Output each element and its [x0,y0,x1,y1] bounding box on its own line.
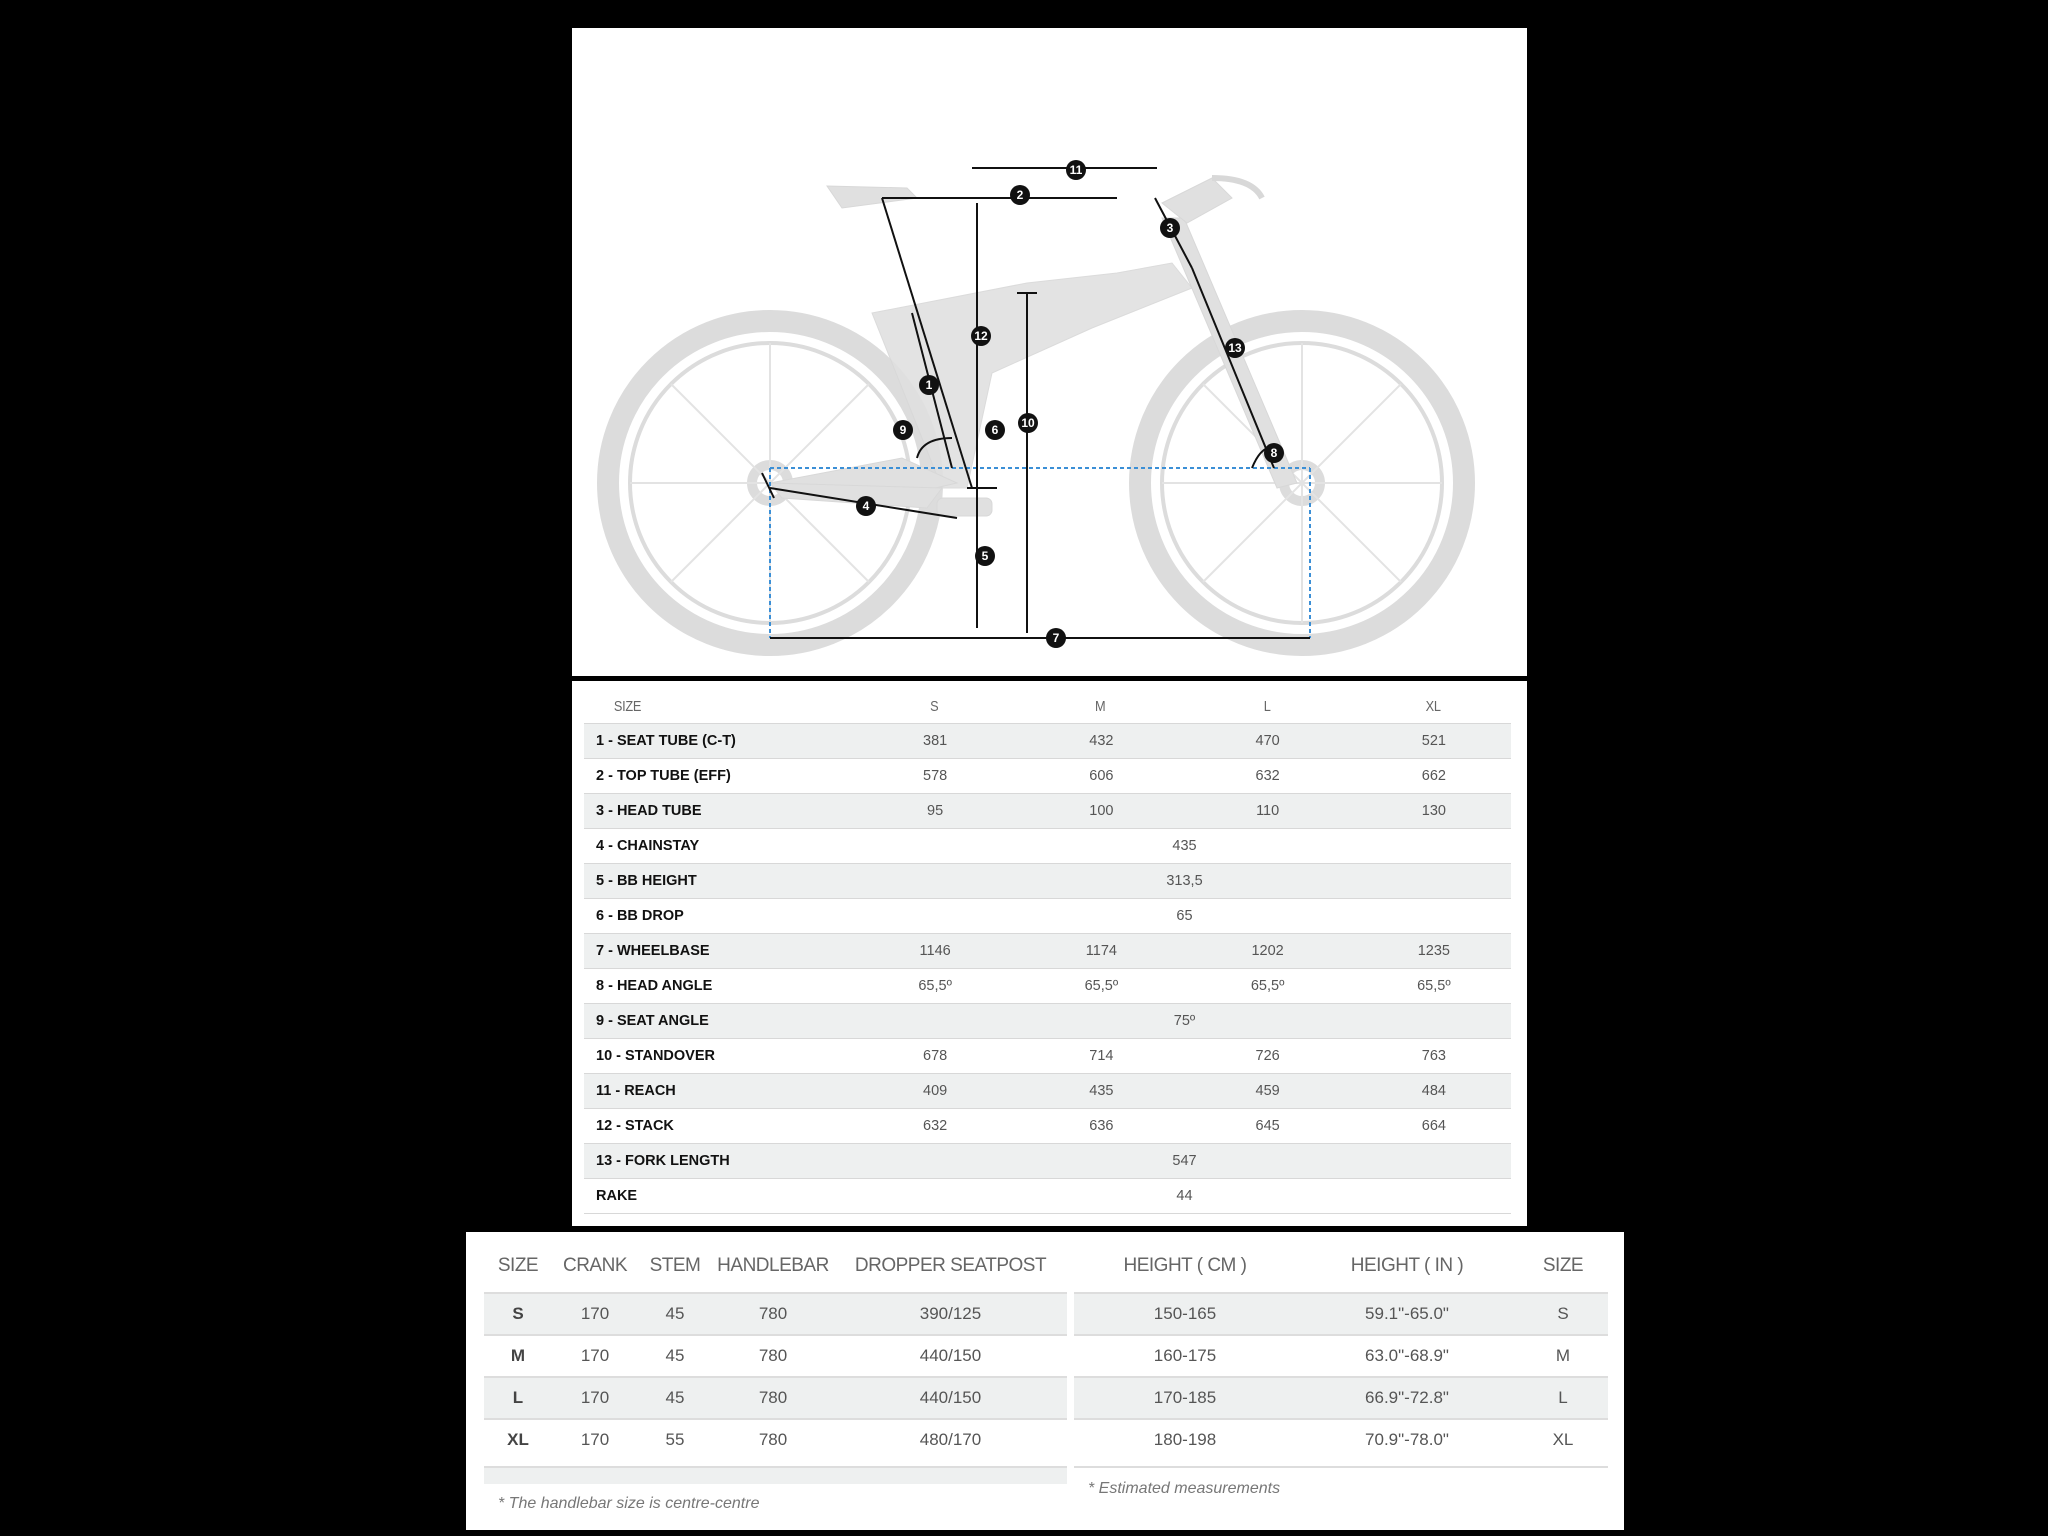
table-row [584,934,1511,969]
svg-text:13: 13 [1228,341,1242,355]
row-value: 100 [1012,794,1178,829]
value-cell: 45 [638,1293,712,1335]
components-empty-row [484,1466,1067,1484]
value-cell: 170 [552,1377,638,1419]
table-row [584,1004,1511,1039]
table-row [584,1109,1511,1144]
row-label: RAKE [584,1179,846,1214]
row-label: 12 - STACK [584,1109,846,1144]
row-value: 65,5º [1345,969,1511,1004]
value-cell: 390/125 [834,1293,1067,1335]
row-value: 664 [1345,1109,1511,1144]
row-value: 130 [1345,794,1511,829]
marker-13 [1225,338,1245,358]
svg-text:12: 12 [974,329,988,343]
table-row [584,724,1511,759]
value-cell: 780 [712,1377,834,1419]
value-cell: 150-165 [1074,1293,1296,1335]
svg-text:2: 2 [1016,188,1024,202]
table-row [484,1335,1067,1377]
table-row [484,1377,1067,1419]
svg-text:10: 10 [1021,416,1035,430]
header-size: SIZE [497,1255,539,1276]
measurement-lines [762,168,1310,638]
row-value: 435 [1012,1074,1178,1109]
svg-text:4: 4 [862,499,870,513]
value-cell: 170 [552,1293,638,1335]
row-label: 4 - CHAINSTAY [584,829,846,864]
row-value: 1174 [1012,934,1178,969]
size-cell: S [1518,1293,1608,1335]
row-value: 381 [846,724,1012,759]
marker-2 [1010,185,1030,205]
row-label: 3 - HEAD TUBE [584,794,846,829]
size-cell: S [484,1293,552,1335]
geometry-table-panel [572,681,1527,1226]
row-value: 606 [1012,759,1178,794]
row-value: 409 [846,1074,1012,1109]
row-value: 110 [1179,794,1345,829]
header-size: SIZE [604,689,827,724]
svg-text:3: 3 [1166,221,1174,235]
header-height-cm: HEIGHT ( CM ) [1123,1255,1247,1276]
header-stem: STEM [649,1255,701,1276]
row-value: 1202 [1179,934,1345,969]
table-row [584,1144,1511,1179]
header-s: S [858,689,999,724]
estimated-note: * Estimated measurements [1088,1480,1281,1497]
value-cell: 780 [712,1419,834,1460]
row-value: 645 [1179,1109,1345,1144]
row-label: 1 - SEAT TUBE (C-T) [584,724,846,759]
marker-7 [1046,628,1066,648]
size-cell: L [1518,1377,1608,1419]
value-cell: 480/170 [834,1419,1067,1460]
table-row [584,899,1511,934]
header-l: L [1191,689,1332,724]
sizing-divider [1074,1466,1608,1468]
marker-6 [985,420,1005,440]
components-table [484,1240,1067,1460]
row-value: 636 [1012,1109,1178,1144]
table-row [484,1293,1067,1335]
row-value-all-sizes: 44 [846,1179,1511,1214]
header-xl: XL [1357,689,1498,724]
row-value: 726 [1179,1039,1345,1074]
row-value: 459 [1179,1074,1345,1109]
row-value: 65,5º [1179,969,1345,1004]
table-row [584,1039,1511,1074]
row-value: 470 [1179,724,1345,759]
size-cell: M [484,1335,552,1377]
value-cell: 55 [638,1419,712,1460]
value-cell: 70.9"-78.0" [1296,1419,1518,1460]
row-label: 6 - BB DROP [584,899,846,934]
marker-8 [1264,443,1284,463]
marker-3 [1160,218,1180,238]
svg-text:1: 1 [925,378,933,392]
row-value: 65,5º [1012,969,1178,1004]
table-row [584,794,1511,829]
row-label: 13 - FORK LENGTH [584,1144,846,1179]
value-cell: 45 [638,1377,712,1419]
row-label: 5 - BB HEIGHT [584,864,846,899]
row-value: 662 [1345,759,1511,794]
header-m: M [1025,689,1166,724]
marker-4 [856,496,876,516]
row-value: 632 [1179,759,1345,794]
svg-text:5: 5 [981,549,989,563]
svg-text:11: 11 [1069,163,1083,177]
marker-1 [919,375,939,395]
table-row [584,1074,1511,1109]
table-row [584,829,1511,864]
table-row [1074,1377,1608,1419]
row-value: 1235 [1345,934,1511,969]
row-value: 65,5º [846,969,1012,1004]
table-row [1074,1419,1608,1460]
row-label: 7 - WHEELBASE [584,934,846,969]
table-row [584,864,1511,899]
components-header-row [484,1240,1067,1293]
table-row [1074,1335,1608,1377]
header-dropper-seatpost: DROPPER SEATPOST [854,1255,1047,1276]
value-cell: 45 [638,1335,712,1377]
value-cell: 440/150 [834,1377,1067,1419]
row-value: 714 [1012,1039,1178,1074]
header-height-in: HEIGHT ( IN ) [1350,1255,1464,1276]
row-value: 432 [1012,724,1178,759]
header-size: SIZE [1542,1255,1584,1276]
row-value-all-sizes: 313,5 [846,864,1511,899]
row-value-all-sizes: 547 [846,1144,1511,1179]
row-value: 521 [1345,724,1511,759]
sizing-table [1074,1240,1608,1460]
header-handlebar: HANDLEBAR [717,1255,829,1276]
marker-11 [1066,160,1086,180]
bike-drawing [572,28,1527,676]
row-value: 484 [1345,1074,1511,1109]
table-row [584,969,1511,1004]
row-value: 763 [1345,1039,1511,1074]
svg-text:8: 8 [1270,446,1278,460]
table-row [1074,1293,1608,1335]
size-cell: XL [1518,1419,1608,1460]
svg-text:7: 7 [1052,631,1060,645]
handlebar-note: * The handlebar size is centre-centre [498,1495,760,1512]
value-cell: 170-185 [1074,1377,1296,1419]
row-label: 10 - STANDOVER [584,1039,846,1074]
components-sizing-panel [466,1232,1624,1530]
table-row [484,1419,1067,1460]
row-label: 2 - TOP TUBE (EFF) [584,759,846,794]
marker-12 [971,326,991,346]
geometry-header-row [584,689,1511,724]
size-cell: M [1518,1335,1608,1377]
row-value-all-sizes: 435 [846,829,1511,864]
row-value: 578 [846,759,1012,794]
value-cell: 440/150 [834,1335,1067,1377]
value-cell: 66.9"-72.8" [1296,1377,1518,1419]
row-label: 8 - HEAD ANGLE [584,969,846,1004]
value-cell: 59.1"-65.0" [1296,1293,1518,1335]
marker-10 [1018,413,1038,433]
header-crank: CRANK [562,1255,627,1276]
value-cell: 780 [712,1335,834,1377]
marker-9 [893,420,913,440]
size-cell: XL [484,1419,552,1460]
value-cell: 160-175 [1074,1335,1296,1377]
svg-text:9: 9 [899,423,907,437]
value-cell: 780 [712,1293,834,1335]
row-value: 1146 [846,934,1012,969]
value-cell: 170 [552,1419,638,1460]
row-value: 632 [846,1109,1012,1144]
size-cell: L [484,1377,552,1419]
value-cell: 170 [552,1335,638,1377]
svg-text:6: 6 [991,423,999,437]
geometry-diagram [572,28,1527,676]
row-label: 9 - SEAT ANGLE [584,1004,846,1039]
table-row [584,1179,1511,1214]
wheel-spokes [630,343,1442,623]
row-value: 95 [846,794,1012,829]
table-row [584,759,1511,794]
row-label: 11 - REACH [584,1074,846,1109]
row-value-all-sizes: 65 [846,899,1511,934]
value-cell: 180-198 [1074,1419,1296,1460]
marker-5 [975,546,995,566]
row-value-all-sizes: 75º [846,1004,1511,1039]
sizing-header-row [1074,1240,1608,1293]
value-cell: 63.0"-68.9" [1296,1335,1518,1377]
geometry-table [584,689,1511,1214]
row-value: 678 [846,1039,1012,1074]
